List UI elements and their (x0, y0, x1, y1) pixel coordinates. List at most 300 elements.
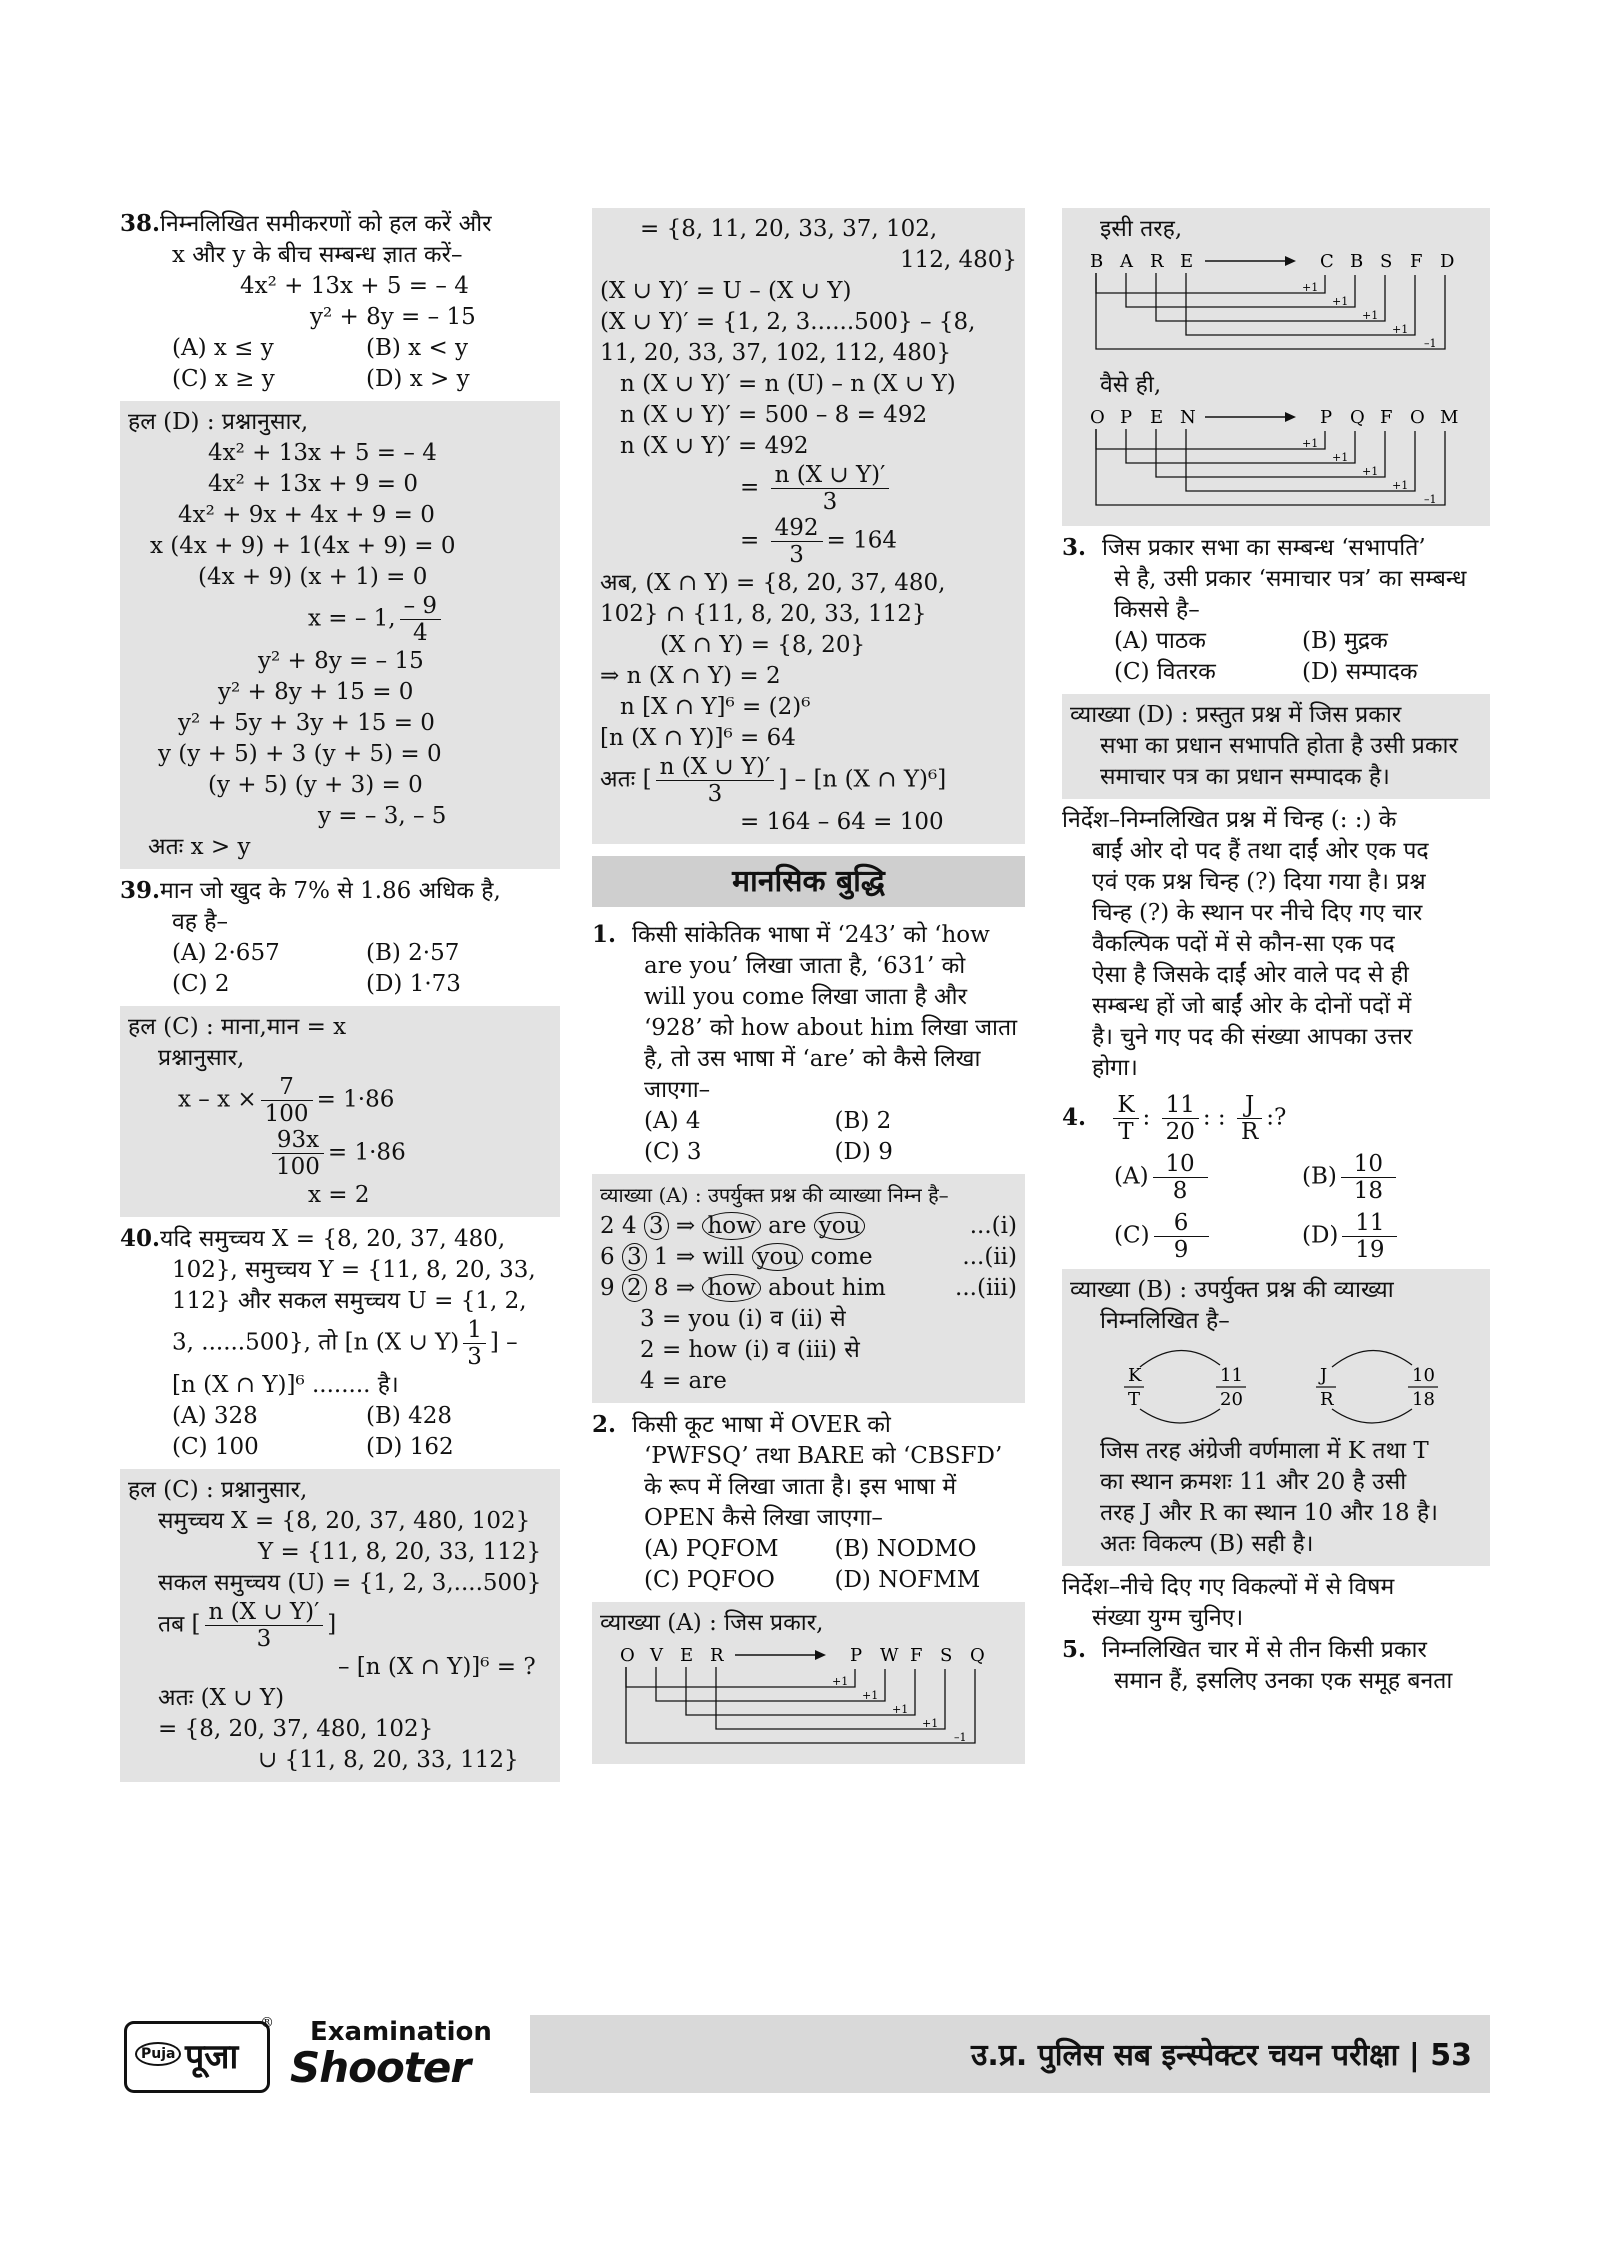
options (1062, 657, 1490, 688)
denominator: R (1240, 1119, 1259, 1145)
numerator: 11 (1342, 1210, 1397, 1237)
option-a: (A) 4 (644, 1108, 701, 1134)
solution-line: x (4x + 9) + 1(4x + 9) = 0 (150, 533, 456, 559)
question-text: 112} और सकल समुच्चय U = {1, 2, (172, 1288, 527, 1314)
numerator: 6 (1154, 1210, 1209, 1237)
question-text: 102}, समुच्चय Y = {11, 8, 20, 33, (172, 1257, 536, 1283)
connector (1096, 429, 1325, 449)
question-1 (592, 919, 1025, 1168)
solution-line: x = 2 (308, 1182, 370, 1208)
shift-mark: +1 (862, 1689, 879, 1702)
question-text: जिस प्रकार सभा का सम्बन्ध ‘सभापति’ (1102, 535, 1426, 561)
solution-line: (X ∪ Y)′ = U – (X ∪ Y) (600, 278, 852, 304)
fraction (400, 593, 441, 646)
solution-line: = {8, 20, 37, 480, 102} (158, 1716, 434, 1742)
digit: 1 (653, 1244, 669, 1270)
option-d: (D) x > y (366, 366, 470, 392)
shift-mark: +1 (1332, 451, 1349, 464)
question-number: 3. (1062, 534, 1087, 561)
direction-line: बाईं ओर दो पद हैं तथा दाईं ओर एक पद (1092, 838, 1429, 864)
option-a: (A) x ≤ y (172, 335, 274, 361)
explanation-line: अतः विकल्प (B) सही है। (1100, 1531, 1314, 1557)
text: 3, ......500}, तो (172, 1329, 338, 1356)
solution-line: तब [ $\frac{n (X \cup Y)'}{3}$ ] (158, 1599, 337, 1652)
question-number: 39. (120, 877, 161, 904)
shift-mark: +1 (1392, 479, 1409, 492)
logo-examination: Examination (310, 2017, 492, 2047)
option-a: (A) 328 (172, 1403, 258, 1429)
fraction (1162, 1092, 1199, 1145)
text: अतः (600, 766, 636, 793)
explanation-2 (592, 1602, 1025, 1764)
explanation-line: का स्थान क्रमशः 11 और 20 है उसी (1100, 1469, 1407, 1495)
denominator: 3 (256, 1626, 272, 1652)
shift-mark: +1 (832, 1675, 849, 1688)
options (120, 333, 560, 364)
explanation-line: व्याख्या (D) : प्रस्तुत प्रश्न में जिस प्रकार (1070, 702, 1402, 728)
position-diagram (1070, 1337, 1480, 1427)
option-label: (A) (1114, 1163, 1149, 1190)
solution-line (128, 1074, 552, 1127)
option-b: (B) 428 (366, 1403, 453, 1429)
fraction (1154, 1210, 1248, 1263)
question-text: OPEN कैसे लिखा जाएगा– (644, 1505, 883, 1531)
fraction (205, 1599, 324, 1652)
explanation-line: समाचार पत्र का प्रधान सम्पादक है। (1100, 764, 1390, 790)
solution-40-continued (592, 208, 1025, 844)
row-ref: ...(i) (969, 1213, 1017, 1239)
question-number: 2. (592, 1411, 617, 1438)
text: तब (158, 1611, 185, 1638)
connector (626, 1667, 855, 1687)
solution-line: 4x² + 9x + 4x + 9 = 0 (178, 502, 435, 528)
right-letter: P (850, 1645, 863, 1666)
solution-line: अतः (X ∪ Y) (158, 1685, 285, 1711)
letter-shift-diagram (600, 1639, 1010, 1749)
logo-shooter: Shooter (290, 2043, 471, 2092)
numerator: 10 (1153, 1151, 1208, 1178)
denominator: 4 (413, 620, 428, 646)
question-text: will you come लिखा जाता है और (644, 984, 967, 1010)
column-3 (1062, 208, 1490, 1697)
solution-line: अतः x > y (148, 834, 251, 860)
explanation-head: व्याख्या (A) : उपर्युक्त प्रश्न की व्याख्या निम्न है– (600, 1183, 949, 1207)
options (120, 969, 560, 1000)
denominator: 100 (276, 1154, 320, 1180)
option-d: (D) सम्पादक (1302, 659, 1418, 685)
code-row-1 (600, 1211, 1017, 1242)
connector (1096, 273, 1445, 349)
question-text: 3, ......500}, तो [n (X ∪ Y) $\frac{1}{3}$ ] – (172, 1317, 518, 1370)
option-label: (D) (1302, 1222, 1339, 1249)
denominator: 8 (1172, 1178, 1188, 1204)
denominator: 100 (264, 1101, 309, 1127)
question-2 (592, 1409, 1025, 1596)
numerator: – 9 (400, 593, 441, 620)
question-number: 5. (1062, 1636, 1087, 1663)
publisher-logo (120, 2015, 530, 2093)
shift-mark: –1 (954, 1731, 967, 1744)
solution-line: = {8, 11, 20, 33, 37, 102, (640, 216, 938, 242)
shift-mark: +1 (1392, 323, 1409, 336)
arrow: ⇒ (675, 1213, 696, 1239)
denominator: 3 (789, 542, 804, 568)
denominator: 19 (1355, 1237, 1385, 1263)
denominator: T (1118, 1119, 1134, 1145)
option-c: (C) x ≥ y (172, 366, 275, 392)
solution-line: n [X ∩ Y]⁶ = (2)⁶ (620, 694, 811, 720)
equation: 4x² + 13x + 5 = – 4 (240, 273, 469, 299)
footer-title: उ.प्र. पुलिस सब इन्स्पेक्टर चयन परीक्षा | 53 (970, 2038, 1472, 2073)
connector (1096, 429, 1445, 505)
left-letter: V (650, 1645, 663, 1666)
direction-2 (1062, 1572, 1490, 1634)
solution-line: ∪ {11, 8, 20, 33, 112} (258, 1747, 519, 1773)
curve-arrow (1332, 1350, 1412, 1367)
right-letter: Q (1350, 407, 1365, 428)
options (120, 1401, 560, 1432)
connector (1186, 273, 1415, 335)
question-text: ‘928’ को how about him लिखा जाता (644, 1015, 1018, 1041)
denominator: 9 (1173, 1237, 1189, 1263)
solution-line: n (X ∪ Y)′ = n (U) – n (X ∪ Y) (620, 371, 956, 397)
curve-arrow (1140, 1409, 1220, 1423)
number: 10 (1412, 1365, 1435, 1386)
solution-38 (120, 401, 560, 869)
question-text: जाएगा– (644, 1077, 711, 1103)
direction-line: चिन्ह (?) के स्थान पर नीचे दिए गए चार (1092, 900, 1423, 926)
question-number: 4. (1062, 1103, 1087, 1131)
explanation-head: व्याख्या (A) : जिस प्रकार, (600, 1610, 824, 1636)
denominator: 3 (707, 781, 723, 807)
connector (1156, 273, 1385, 321)
numerator: 93x (272, 1127, 324, 1154)
numerator: 492 (771, 515, 823, 542)
right-letter: S (1380, 251, 1393, 272)
solution-39 (120, 1006, 560, 1217)
shift-mark: +1 (1362, 465, 1379, 478)
option-d: (D) NOFMM (834, 1567, 981, 1593)
left-letter: E (680, 1645, 694, 1666)
denominator: 3 (467, 1344, 482, 1370)
curve-arrow (1332, 1409, 1412, 1423)
option-b: (B) NODMO (834, 1536, 977, 1562)
circled-word: you (752, 1243, 804, 1271)
equation: y² + 8y = – 15 (310, 304, 476, 330)
left-letter: R (1150, 251, 1164, 272)
solution-line: Y = {11, 8, 20, 33, 112} (258, 1539, 542, 1565)
text: x = – 1, (308, 605, 396, 632)
explanation-head: व्याख्या (B) : उपर्युक्त प्रश्न की व्याख्या (1070, 1277, 1394, 1303)
left-letter: N (1180, 407, 1196, 428)
number: 11 (1220, 1365, 1243, 1386)
connector (1156, 429, 1385, 477)
arrow: ⇒ (675, 1244, 696, 1270)
digit: 9 (600, 1275, 615, 1301)
option-a: (A) पाठक (1114, 628, 1206, 654)
question-text: किससे है– (1114, 597, 1200, 623)
option-b: (B) 2 (834, 1108, 892, 1134)
question-text: है, तो उस भाषा में ‘are’ को कैसे लिखा (644, 1046, 981, 1072)
option-d: (D) 1·73 (366, 971, 461, 997)
right-letter: P (1320, 407, 1333, 428)
number: 18 (1412, 1389, 1435, 1410)
word: come (810, 1244, 873, 1270)
solution-line: y = – 3, – 5 (318, 803, 447, 829)
option-c: (C) 2 (172, 971, 230, 997)
solution-line: = $\frac{492}{3}$ = 164 (740, 515, 897, 568)
options (120, 938, 560, 969)
explanation-1 (592, 1174, 1025, 1403)
explanation-head: निम्नलिखित है– (1100, 1308, 1230, 1334)
direction-line: निर्देश–नीचे दिए गए विकल्पों में से विषम (1062, 1574, 1395, 1600)
question-text: किसी सांकेतिक भाषा में ‘243’ को ‘how (632, 922, 990, 948)
option-c: (C) 3 (644, 1139, 702, 1165)
shift-mark: +1 (1302, 437, 1319, 450)
question-text: समान हैं, इसलिए उनका एक समूह बनता (1114, 1668, 1453, 1694)
question-text: किसी कूट भाषा में OVER को (632, 1412, 891, 1438)
numerator: 1 (463, 1317, 486, 1344)
circled-word: you (814, 1212, 866, 1240)
fraction (1341, 1151, 1435, 1204)
digit: 8 (653, 1275, 669, 1301)
fraction (1113, 1092, 1138, 1145)
shift-mark: –1 (1424, 337, 1437, 350)
numerator: 10 (1341, 1151, 1396, 1178)
explanation-line: 2 = how (i) व (iii) से (640, 1337, 860, 1363)
word: will (702, 1244, 745, 1270)
question-text: x और y के बीच सम्बन्ध ज्ञात करें– (172, 242, 463, 268)
text: n (X ∪ Y) (353, 1329, 460, 1356)
connector (1096, 273, 1325, 293)
logo-text-hi: पूजा (185, 2037, 239, 2077)
denominator: 20 (1165, 1119, 1195, 1145)
options (1062, 626, 1490, 657)
arrow-head (1285, 412, 1296, 422)
right-letter: F (1380, 407, 1393, 428)
numerator: J (1237, 1092, 1262, 1119)
denominator: 3 (822, 489, 838, 515)
solution-line: y² + 5y + 3y + 15 = 0 (178, 710, 435, 736)
left-letter: B (1090, 251, 1104, 272)
arrow: ⇒ (675, 1275, 696, 1301)
options (592, 1534, 1025, 1565)
question-text: निम्नलिखित समीकरणों को हल करें और (160, 211, 492, 237)
logo-badge (124, 2021, 270, 2093)
solution-line: (X ∩ Y) = {8, 20} (660, 632, 866, 658)
explanation-line: सभा का प्रधान सभापति होता है उसी प्रकार (1100, 733, 1458, 759)
shift-mark: +1 (1332, 295, 1349, 308)
solution-line: समुच्चय X = {8, 20, 37, 480, 102} (158, 1508, 531, 1534)
numerator: n (X ∪ Y)′ (771, 462, 890, 489)
question-5 (1062, 1634, 1490, 1697)
direction-line: संख्या युग्म चुनिए। (1092, 1605, 1244, 1631)
explanation-line: जिस तरह अंग्रेजी वर्णमाला में K तथा T (1100, 1438, 1429, 1464)
option-d: (D) 9 (834, 1139, 893, 1165)
question-number: 1. (592, 921, 617, 948)
connector (656, 1667, 885, 1701)
explanation-line: वैसे ही, (1100, 372, 1162, 398)
text: : : (1202, 1104, 1226, 1131)
right-letter: F (910, 1645, 923, 1666)
letter-shift-diagram-bare (1070, 245, 1480, 355)
solution-head: हल (D) : प्रश्नानुसार, (128, 409, 309, 435)
solution-line: 11, 20, 33, 37, 102, 112, 480} (600, 340, 952, 366)
numerator: n (X ∪ Y)′ (205, 1599, 324, 1626)
option-c: (C) 100 (172, 1434, 259, 1460)
right-letter: O (1410, 407, 1425, 428)
word: about him (768, 1275, 886, 1301)
solution-line: (4x + 9) (x + 1) = 0 (198, 564, 428, 590)
options (120, 364, 560, 395)
text: = 1·86 (316, 1086, 395, 1113)
numerator: 7 (261, 1074, 313, 1101)
direction-1 (1062, 805, 1490, 1084)
right-letter: B (1350, 251, 1364, 272)
left-letter: E (1150, 407, 1164, 428)
solution-40 (120, 1469, 560, 1782)
digit: 6 (600, 1244, 615, 1270)
letter-shift-diagram-open (1070, 401, 1480, 511)
number: 20 (1220, 1389, 1243, 1410)
code-row-3 (600, 1273, 1017, 1304)
connector (1126, 273, 1355, 307)
shift-mark: +1 (1302, 281, 1319, 294)
circled-word: how (702, 1274, 760, 1302)
left-letter: E (1180, 251, 1194, 272)
option-a: (A) 2·657 (172, 940, 280, 966)
right-letter: Q (970, 1645, 985, 1666)
question-text: [n (X ∩ Y)]⁶ ........ है। (172, 1372, 399, 1398)
option-b: (B) मुद्रक (1302, 628, 1388, 654)
options (592, 1137, 1025, 1168)
connector (626, 1667, 975, 1743)
solution-line: (X ∪ Y)′ = {1, 2, 3......500} – {8, (600, 309, 976, 335)
direction-line: सम्बन्ध हों जो बाईं ओर के दोनों पदों में (1092, 993, 1412, 1019)
solution-line (128, 1127, 552, 1180)
fraction (656, 754, 775, 807)
fraction (771, 462, 890, 515)
option-d (1302, 1210, 1490, 1263)
fraction (771, 515, 823, 568)
question-text: मान जो खुद के 7% से 1.86 अधिक है, (160, 878, 501, 904)
section-title: मानसिक बुद्धि (592, 856, 1025, 907)
solution-line: प्रश्नानुसार, (158, 1045, 245, 1071)
direction-line: होगा। (1092, 1055, 1138, 1081)
option-c: (C) PQFOO (644, 1567, 775, 1593)
explanation-line: 4 = are (640, 1368, 727, 1394)
solution-head: हल (C) : प्रश्नानुसार, (128, 1477, 308, 1503)
solution-line: – [n (X ∩ Y)]⁶ = ? (338, 1654, 536, 1680)
explanation-line: इसी तरह, (1100, 216, 1183, 242)
solution-line: [n (X ∩ Y)]⁶ = 64 (600, 725, 796, 751)
direction-line: वैकल्पिक पदों में से कौन-सा एक पद (1092, 931, 1395, 957)
text: = 1·86 (327, 1139, 406, 1166)
numerator: n (X ∪ Y)′ (656, 754, 775, 781)
page-footer (120, 2015, 1490, 2093)
solution-line: n (X ∪ Y)′ = 500 – 8 = 492 (620, 402, 928, 428)
text: – [n (X ∩ Y)⁶] (794, 766, 947, 793)
right-letter: C (1320, 251, 1334, 272)
code-row-2 (600, 1242, 1017, 1273)
shift-mark: +1 (1362, 309, 1379, 322)
left-letter: O (1090, 407, 1105, 428)
solution-line: 4x² + 13x + 5 = – 4 (208, 440, 437, 466)
solution-line: सकल समुच्चय (U) = {1, 2, 3,....500} (158, 1570, 542, 1596)
question-text: के रूप में लिखा जाता है। इस भाषा में (644, 1474, 957, 1500)
solution-line: y² + 8y + 15 = 0 (218, 679, 414, 705)
question-39 (120, 875, 560, 1000)
digit: 4 (621, 1213, 637, 1239)
question-text: वह है– (172, 909, 229, 935)
word: are (768, 1213, 807, 1239)
option-b: (B) 2·57 (366, 940, 460, 966)
option-label: (C) (1114, 1222, 1150, 1249)
solution-line: y² + 8y = – 15 (258, 648, 424, 674)
solution-head: हल (C) : माना,मान = x (128, 1014, 347, 1040)
right-letter: S (940, 1645, 953, 1666)
question-text: यदि समुच्चय X = {8, 20, 37, 480, (160, 1226, 506, 1252)
explanation-2-continued (1062, 208, 1490, 526)
column-2 (592, 208, 1025, 1770)
question-38 (120, 208, 560, 395)
option-b: (B) x < y (366, 335, 469, 361)
row-ref: ...(ii) (962, 1244, 1017, 1270)
explanation-line: 3 = you (i) व (ii) से (640, 1306, 846, 1332)
solution-line: 4x² + 13x + 9 = 0 (208, 471, 419, 497)
solution-line: = 164 – 64 = 100 (740, 809, 944, 835)
options (592, 1565, 1025, 1596)
question-text: are you’ लिखा जाता है, ‘631’ को (644, 953, 966, 979)
denominator: 18 (1353, 1178, 1383, 1204)
circled-digit: 3 (644, 1212, 669, 1240)
explanation-line: तरह J और R का स्थान 10 और 18 है। (1100, 1500, 1438, 1526)
question-text: ‘PWFSQ’ तथा BARE को ‘CBSFD’ (644, 1443, 1003, 1469)
circled-word: how (702, 1212, 760, 1240)
letter: J (1320, 1365, 1328, 1386)
solution-line: अतः [ $\frac{n (X \cup Y)'}{3}$ ] – [n (X ∩ Y)⁶] (600, 754, 947, 807)
direction-line: ऐसा है जिसके दाईं ओर वाले पद से ही (1092, 962, 1409, 988)
options (1062, 1151, 1490, 1204)
text: : (1142, 1104, 1151, 1131)
option-c: (C) वितरक (1114, 659, 1216, 685)
solution-line (128, 593, 552, 646)
right-letter: F (1410, 251, 1423, 272)
text: :? (1266, 1104, 1287, 1131)
arrow-head (815, 1650, 826, 1660)
connector (1126, 429, 1355, 463)
left-letter: A (1120, 251, 1133, 272)
letter: R (1320, 1389, 1334, 1410)
right-letter: D (1440, 251, 1455, 272)
options (1062, 1210, 1490, 1263)
connector (1186, 429, 1415, 491)
option-b (1302, 1151, 1490, 1204)
solution-line: 112, 480} (899, 247, 1017, 273)
option-c (1114, 1210, 1302, 1263)
text: = 164 (826, 527, 897, 554)
shift-mark: –1 (1424, 493, 1437, 506)
option-d: (D) 162 (366, 1434, 454, 1460)
letter: K (1128, 1365, 1142, 1386)
direction-line: एवं एक प्रश्न चिन्ह (?) दिया गया है। प्रश्न (1092, 869, 1426, 895)
registered-mark: ® (260, 2015, 274, 2031)
option-label: (B) (1302, 1163, 1337, 1190)
shift-mark: +1 (892, 1703, 909, 1716)
row-ref: ...(iii) (955, 1275, 1017, 1301)
digit: 2 (600, 1213, 615, 1239)
text: – (506, 1329, 518, 1356)
